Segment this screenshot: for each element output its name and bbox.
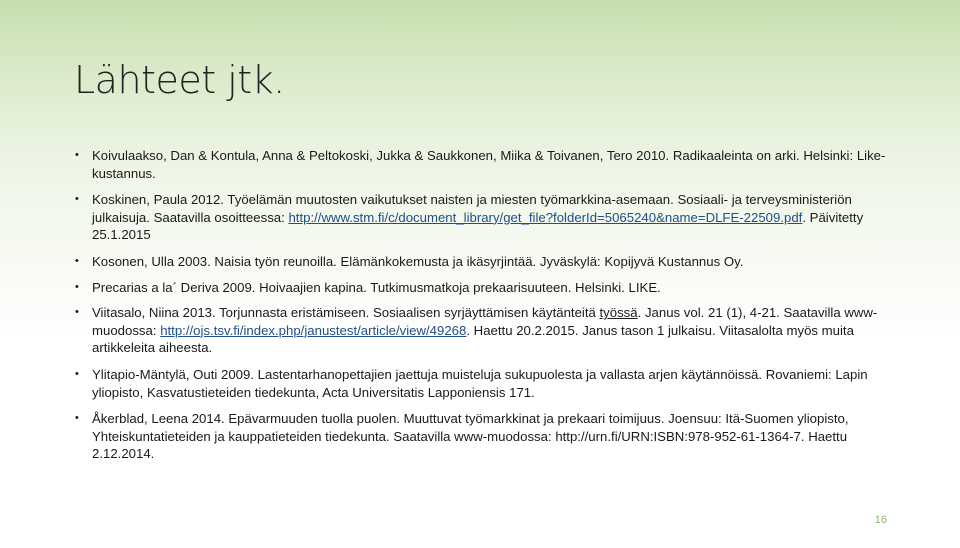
bullet-icon: • xyxy=(75,306,79,319)
bullet-icon: • xyxy=(75,254,79,267)
reference-text: . Haettu 20.2.2015. Janus tason 1 julkaisu. Viitasalolta myös muita artikkeleita aiheesta. xyxy=(92,322,854,356)
page-number: 16 xyxy=(874,514,887,526)
reference-text: . Päivitetty 25.1.2015 xyxy=(92,209,864,243)
reference-text: Ylitapio-Mäntylä, Outi 2009. Lastentarhanopettajien jaettuja muisteluja sukupuolesta ja vallasta arjen käytännöissä. Rovaniemi: Lapin yliopisto, Kasvatustieteiden tiedekunta, Acta Universitatis Lapponiensis 171. xyxy=(92,366,868,400)
bullet-icon: • xyxy=(75,193,79,206)
reference-item xyxy=(74,253,894,271)
reference-item xyxy=(74,147,894,182)
reference-item xyxy=(74,191,894,244)
reference-item xyxy=(74,410,894,463)
bullet-icon: • xyxy=(75,280,79,293)
reference-item xyxy=(74,366,894,401)
reference-text: . Janus vol. 21 (1), 4-21. Saatavilla www-muodossa: xyxy=(92,305,878,338)
reference-item xyxy=(74,279,894,297)
bullet-icon: • xyxy=(75,367,79,380)
reference-text: Koivulaakso, Dan & Kontula, Anna & Peltokoski, Jukka & Saukkonen, Miika & Toivanen, Tero 2010. Radikaaleinta on arki. Helsinki: Like-kustannus. xyxy=(92,148,886,181)
bullet-icon: • xyxy=(75,149,79,161)
reference-item xyxy=(74,304,894,357)
reference-link[interactable]: http://ojs.tsv.fi/index.php/janustest/article/view/49268 xyxy=(160,322,467,338)
reference-text: Viitasalo, Niina 2013. Torjunnasta eristämiseen. Sosiaalisen syrjäyttämisen käytänteitä xyxy=(92,305,600,321)
reference-text: Koskinen, Paula 2012. Työelämän muutosten vaikutukset naisten ja miesten työmarkkina-asemaan. Sosiaali- ja terveysministeriön julkaisuja. Saatavilla osoitteessa: xyxy=(92,192,852,225)
reference-text: Precarias a la´ Deriva 2009. Hoivaajien kapina. Tutkimusmatkoja prekaarisuuteen. Helsinki. LIKE. xyxy=(92,279,661,295)
reference-text: Kosonen, Ulla 2003. Naisia työn reunoilla. Elämänkokemusta ja ikäsyrjintää. Jyväskylä: Kopijyvä Kustannus Oy. xyxy=(92,253,744,269)
reference-link[interactable]: http://www.stm.fi/c/document_library/get_file?folderId=5065240&name=DLFE-22509.pdf xyxy=(288,209,803,225)
slide-title: Lähteet jtk. xyxy=(74,58,285,102)
bullet-icon: • xyxy=(75,412,79,425)
reference-text: Åkerblad, Leena 2014. Epävarmuuden tuolla puolen. Muuttuvat työmarkkinat ja prekaari toimijuus. Joensuu: Itä-Suomen yliopisto, Yhteiskuntatieteiden ja kauppatieteiden tiedekunta. Saatavilla www-muodossa: http://urn.fi/URN:ISBN:978-952-61-1364-7. Haettu 2.12.2014. xyxy=(92,411,849,462)
reference-list xyxy=(74,147,894,472)
underlined-word: työssä xyxy=(599,305,638,321)
